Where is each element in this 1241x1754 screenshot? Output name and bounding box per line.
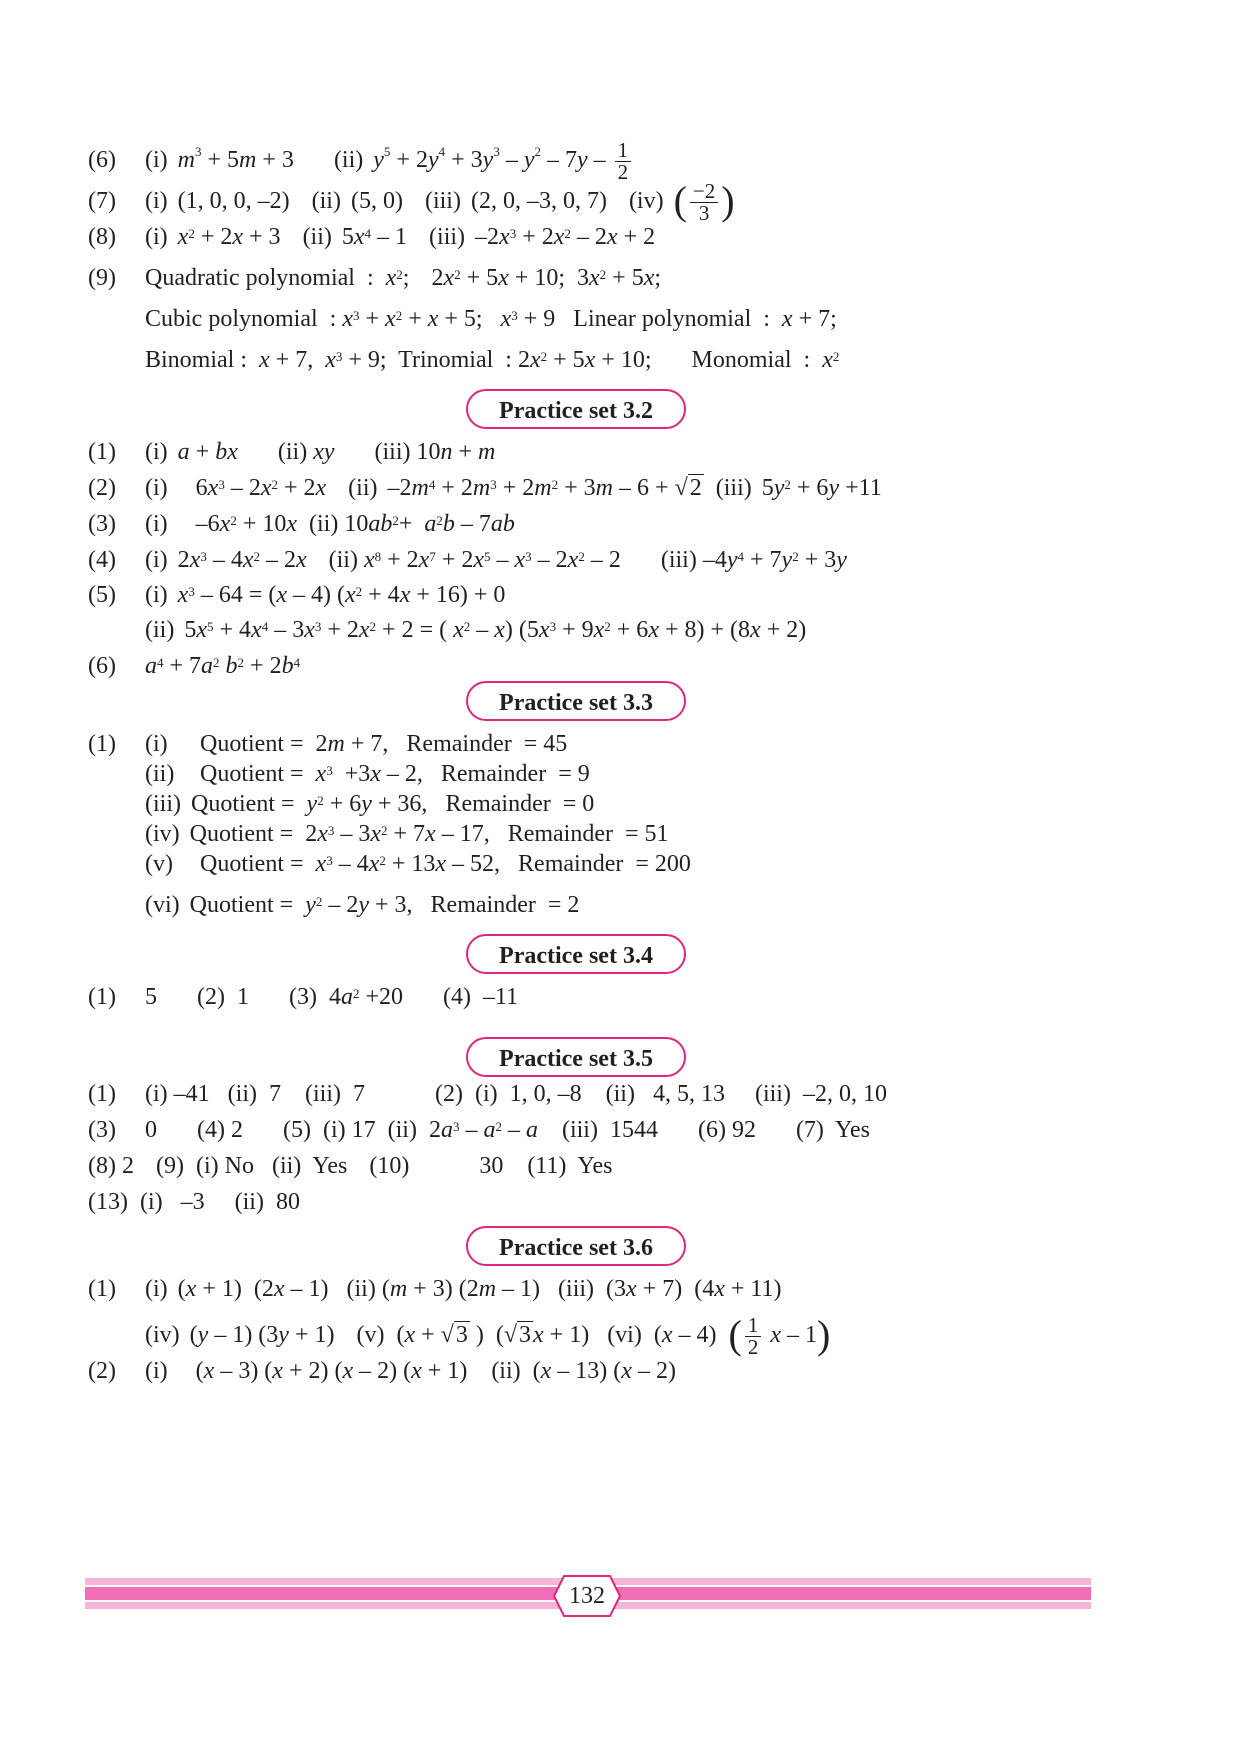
- answer-line-3-3-1: (1) (i) Quotient = 2m + 7, Remainder = 45: [88, 731, 568, 757]
- answer-line-3-3-1-ii: (ii) Quotient = $x^3 +3x - 2$, Remainder = 9: [145, 761, 590, 787]
- part-label: (i): [474, 1081, 498, 1107]
- fraction-numerator: −2: [690, 181, 718, 203]
- part-label: (iii): [715, 475, 752, 501]
- remainder-label: Remainder: [507, 821, 613, 847]
- practice-set-heading: Practice set 3.3: [466, 681, 686, 721]
- question-number: (1): [88, 1081, 116, 1107]
- question-number: (6): [88, 653, 116, 679]
- answer-line-9-cubic: Cubic polynomial : $x^3 + x^2 + x + 5$; $x^3 + 9$ Linear polynomial : x + 7;: [145, 306, 837, 332]
- part-label: (ii): [145, 617, 175, 643]
- remainder-label: Remainder: [406, 731, 512, 757]
- fraction-half: [745, 1315, 762, 1358]
- question-number: (4): [88, 547, 116, 573]
- answer-line-6: (6) (i) $m^3 + 5m + 3$ (ii) $y^5 + 2y^4 + 3y^3 - y^2 - 7y$ – $\frac{1}{2}$: [88, 140, 634, 183]
- remainder-label: Remainder: [518, 851, 624, 877]
- part-label: (ii): [271, 1153, 302, 1179]
- part-label: (i): [145, 1358, 168, 1384]
- quotient-label: Quotient =: [200, 731, 304, 757]
- answer-line-3-2-1: (1) (i) a + bx (ii) xy (iii) 10n + m: [88, 439, 496, 465]
- part-label: (i): [195, 1153, 219, 1179]
- part-label: (i): [145, 547, 168, 573]
- question-number: (6): [88, 147, 116, 174]
- part-label: (iii): [145, 791, 181, 817]
- part-label: (iii): [304, 1081, 341, 1107]
- part-label: (iii): [561, 1117, 598, 1143]
- answer-line-3-2-5: (5) (i) $x^3 - 64 = (x - 4) (x^2 + 4x + 16) + 0$: [88, 582, 506, 608]
- part-label: (i): [145, 511, 168, 537]
- part-label: (i): [322, 1117, 346, 1143]
- part-label: (ii): [277, 439, 308, 465]
- category-label: Trinomial: [398, 347, 494, 373]
- part-label: (i): [145, 1276, 168, 1302]
- question-number: (13): [88, 1189, 128, 1215]
- part-label: (ii): [491, 1358, 521, 1384]
- fraction-denominator: 3: [698, 201, 710, 225]
- square-root: √3: [503, 1322, 531, 1349]
- part-label: (ii): [234, 1189, 264, 1215]
- fraction-numerator: 1: [615, 140, 632, 162]
- part-label: (ii): [333, 147, 364, 174]
- part-label: (ii): [309, 511, 339, 537]
- answer-line-3-5-1: (1) (i) –41 (ii) 7 (iii) 7 (2) (i) 1, 0, –8 (ii) 4, 5, 13 (iii) –2, 0, 10: [88, 1081, 887, 1107]
- part-label: (ii): [346, 1276, 376, 1302]
- question-number: (9): [88, 265, 116, 291]
- question-number: (8): [88, 1153, 116, 1179]
- question-number: (7): [88, 188, 116, 215]
- category-label: Binomial: [145, 347, 235, 373]
- remainder-label: Remainder: [430, 892, 536, 918]
- practice-set-heading: Practice set 3.5: [466, 1037, 686, 1077]
- answer-line-3-5-13: (13) (i) –3 (ii) 80: [88, 1189, 300, 1215]
- fraction-half: [615, 140, 632, 183]
- part-label: (i): [145, 731, 168, 757]
- answer-line-3-5-3: (3) 0 (4) 2 (5) (i) 17 (ii) $2a^3 - a^2$ – a (iii) 1544 (6) 92 (7) Yes: [88, 1117, 870, 1143]
- answer-line-3-3-1-iv: (iv) Quotient = $2x^3 - 3x^2 + 7x - 17$, Remainder = 51: [145, 821, 669, 847]
- answer-line-3-2-5-ii: (ii) $5x^5 + 4x^4 - 3x^3 + 2x^2 + 2$ = ( $x^2 - x$) $(5x^3 + 9x^2 + 6x + 8) + (8x + 2)$: [145, 617, 807, 643]
- part-label: (iii): [754, 1081, 791, 1107]
- part-label: (ii): [302, 224, 332, 250]
- part-label: (vi): [607, 1322, 642, 1349]
- answer-line-3-2-2: (2) (i) $6x^3 - 2x^2 + 2x$ (ii) $-2m^4 + 2m^3 + 2m^2 + 3m - 6 + √2$ (iii) $5y^2 + 6y +11$: [88, 475, 882, 501]
- part-label: (vi): [145, 892, 180, 918]
- answer-line-3-3-1-vi: (vi) Quotient = $y^2 - 2y + 3$, Remainder = 2: [145, 892, 580, 918]
- part-label: (iv): [628, 188, 664, 215]
- part-label: (ii): [387, 1117, 417, 1143]
- category-label: Monomial: [691, 347, 792, 373]
- question-number: (1): [88, 731, 116, 757]
- quotient-label: Quotient =: [189, 821, 294, 847]
- part-label: (iii): [429, 224, 466, 250]
- answer-line-3-6-2: (2) (i) (x – 3) (x + 2) (x – 2) (x + 1) (ii) (x – 13) (x – 2): [88, 1358, 676, 1384]
- category-label: Quadratic polynomial: [145, 265, 355, 291]
- answer-line-9-binomial: Binomial : x + 7, $x^3 + 9$; Trinomial : $2x^2 + 5x + 10$; Monomial : $x^2$: [145, 347, 840, 373]
- remainder-label: Remainder: [440, 761, 547, 787]
- part-label: (i): [145, 582, 168, 608]
- answer-yes: Yes: [312, 1153, 348, 1179]
- answer-line-3-2-3: (3) (i) $-6x^2 + 10x$ (ii) $10ab^2+ a^2b - 7ab$: [88, 511, 515, 537]
- question-number: (1): [88, 439, 116, 465]
- part-label: (ii): [145, 761, 175, 787]
- answer-line-3-5-8: (8) 2 (9) (i) No (ii) Yes (10) 30 (11) Yes: [88, 1153, 613, 1179]
- part-label: (i): [145, 224, 168, 250]
- answer-line-3-6-1-iv: (iv) (y – 1) (3y + 1) (v) (x + √3 ) (√3x + 1) (vi) (x – 4) ( $\frac{1}{2}$ x – 1): [145, 1311, 831, 1359]
- remainder-label: Remainder: [445, 791, 551, 817]
- part-label: (v): [356, 1322, 385, 1349]
- answer-line-3-2-4: (4) (i) $2x^3 - 4x^2 - 2x$ (ii) $x^8 + 2x^7 + 2x^5 - x^3 - 2x^2 - 2$ (iii) $-4y^4 + 7y^2 + 3y$: [88, 547, 847, 573]
- part-label: (iii): [424, 188, 461, 215]
- page-number-badge: [552, 1574, 622, 1618]
- part-label: (iii): [558, 1276, 595, 1302]
- part-label: (i): [139, 1189, 163, 1215]
- practice-set-heading: Practice set 3.6: [466, 1226, 686, 1266]
- quotient-label: Quotient =: [200, 761, 304, 787]
- part-label: (iii): [374, 439, 411, 465]
- part-label: (ii): [311, 188, 341, 215]
- category-label: Linear polynomial: [573, 306, 752, 332]
- answer-line-3-6-1: (1) (i) (x + 1) (2x – 1) (ii) (m + 3) (2m – 1) (iii) (3x + 7) (4x + 11): [88, 1276, 782, 1302]
- fraction-denominator: 2: [747, 1335, 759, 1359]
- answer-line-7: (7) (i) (1, 0, 0, –2) (ii) (5, 0) (iii) (2, 0, –3, 0, 7) (iv) ( $\frac{-2}{3}$ ): [88, 177, 735, 225]
- square-root: √3: [440, 1322, 468, 1349]
- answer-line-3-3-1-v: (v) Quotient = $x^3 - 4x^2 + 13x - 52$, Remainder = 200: [145, 851, 691, 877]
- part-label: (i): [145, 475, 168, 501]
- question-number: (1): [88, 1276, 116, 1302]
- part-label: (ii): [328, 547, 358, 573]
- question-number: (2): [88, 475, 116, 501]
- question-number: (3): [88, 1117, 116, 1143]
- question-number: (3): [88, 511, 116, 537]
- answer-no: No: [224, 1153, 254, 1179]
- page-number: 132: [569, 1583, 605, 1609]
- question-number: (2): [88, 1358, 116, 1384]
- part-label: (ii): [227, 1081, 257, 1107]
- part-label: (i): [145, 188, 168, 215]
- answer-line-3-3-1-iii: (iii) Quotient = $y^2 + 6y + 36$, Remainder = 0: [145, 791, 595, 817]
- question-number: (8): [88, 224, 116, 250]
- answer-line-9: (9) Quadratic polynomial : $x^2$; $2x^2 + 5x + 10$; $3x^2 + 5x$;: [88, 265, 662, 291]
- quotient-label: Quotient =: [200, 851, 304, 877]
- fraction-numerator: 1: [745, 1315, 762, 1337]
- part-label: (i): [145, 439, 168, 465]
- category-label: Cubic polynomial: [145, 306, 318, 332]
- question-number: (5): [88, 582, 116, 608]
- part-label: (iii): [660, 547, 697, 573]
- answer-line-3-4: (1) 5 (2) 1 (3) $4a^2 +20$ (4) –11: [88, 984, 519, 1010]
- part-label: (i): [145, 1081, 168, 1107]
- quotient-label: Quotient =: [189, 892, 294, 918]
- part-label: (v): [145, 851, 173, 877]
- quotient-label: Quotient =: [191, 791, 295, 817]
- fraction-neg-two-thirds: [690, 181, 718, 224]
- square-root: √2: [674, 475, 702, 501]
- practice-set-heading: Practice set 3.2: [466, 389, 686, 429]
- question-number: (1): [88, 984, 116, 1010]
- answer-line-3-2-6: (6) $a^4 + 7a^2$ $b^2 + 2b^4$: [88, 653, 301, 679]
- part-label: (iv): [145, 821, 180, 847]
- part-label: (i): [145, 147, 168, 174]
- answer-line-8: (8) (i) $x^2 + 2x + 3$ (ii) $5x^4 - 1$ (iii) $-2x^3 + 2x^2 - 2x + 2$: [88, 224, 656, 250]
- practice-set-heading: Practice set 3.4: [466, 934, 686, 974]
- answer-yes: Yes: [577, 1153, 613, 1179]
- fraction-denominator: 2: [617, 160, 629, 184]
- answer-yes: Yes: [835, 1117, 870, 1143]
- part-label: (ii): [605, 1081, 635, 1107]
- part-label: (ii): [348, 475, 378, 501]
- part-label: (iv): [145, 1322, 180, 1349]
